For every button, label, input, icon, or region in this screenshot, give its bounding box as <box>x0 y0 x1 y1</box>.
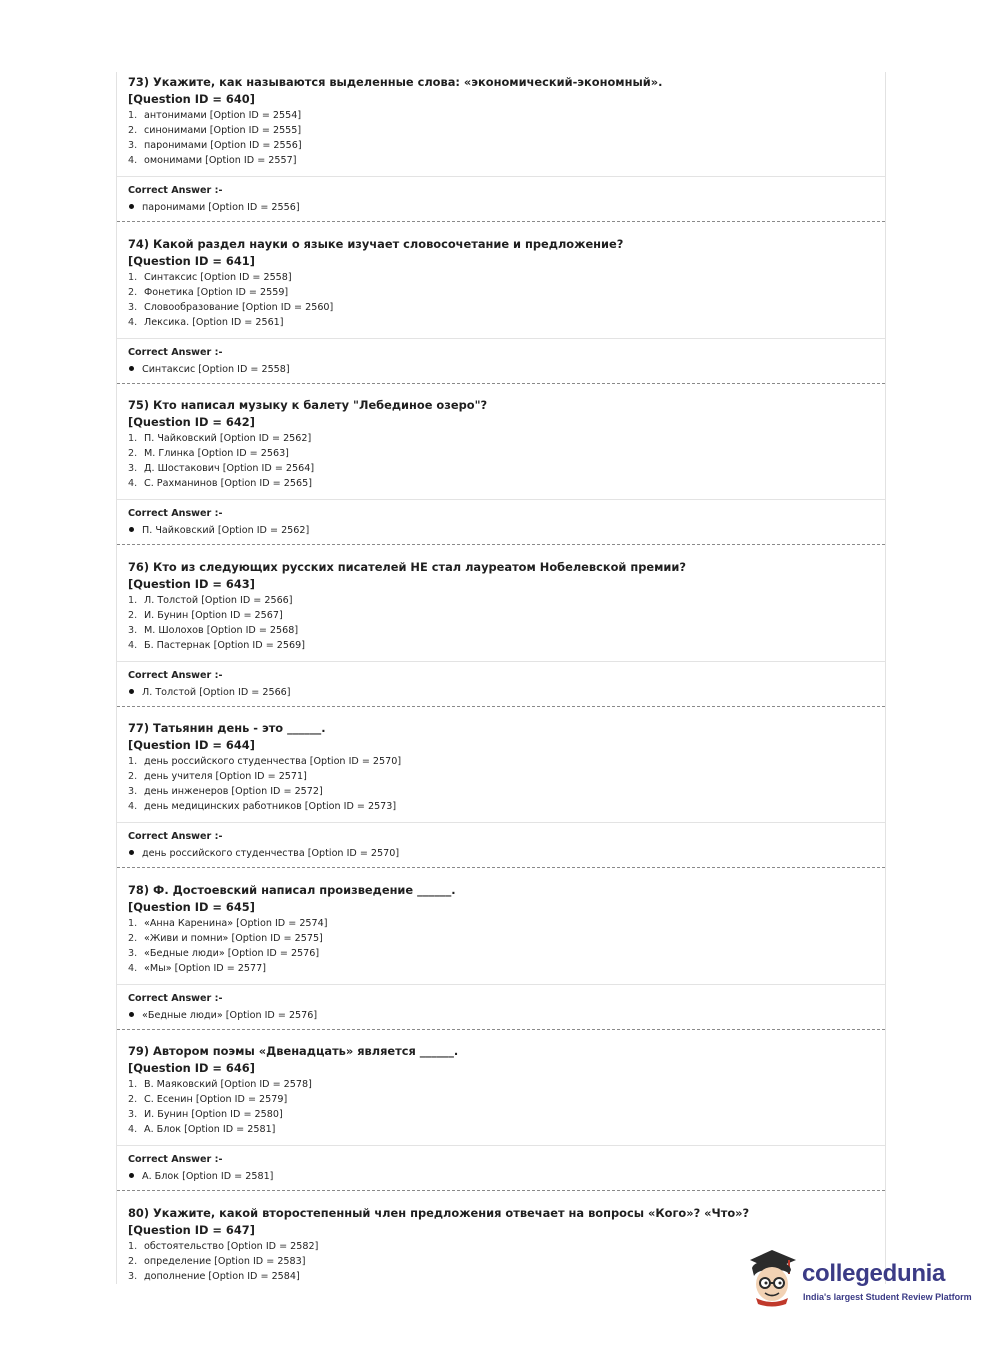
question-block <box>117 395 885 545</box>
question-body <box>117 1041 885 1145</box>
question-block <box>117 72 885 222</box>
option-number: 1. <box>128 433 138 444</box>
question-title: 78) Ф. Достоевский написал произведение ______. <box>128 883 456 897</box>
option-item <box>128 108 885 123</box>
option-number: 2. <box>128 287 138 298</box>
option-item <box>128 754 885 769</box>
option-item <box>128 1077 885 1092</box>
option-text: «Мы» [Option ID = 2577] <box>144 963 266 974</box>
option-item <box>128 1122 885 1137</box>
question-id: [Question ID = 640] <box>128 92 255 106</box>
option-item <box>128 431 885 446</box>
option-list <box>128 270 885 330</box>
correct-answer <box>128 522 885 540</box>
option-list <box>128 916 885 976</box>
option-list <box>128 108 885 168</box>
option-text: Фонетика [Option ID = 2559] <box>144 287 289 298</box>
correct-answer-label: Correct Answer :- <box>128 185 223 196</box>
option-item <box>128 769 885 784</box>
brand-tagline: India's largest Student Review Platform <box>803 1292 972 1302</box>
option-text: дополнение [Option ID = 2584] <box>144 1271 300 1282</box>
option-number: 1. <box>128 756 138 767</box>
option-text: М. Шолохов [Option ID = 2568] <box>144 625 299 636</box>
question-title: 76) Кто из следующих русских писателей НЕ стал лауреатом Нобелевской премии? <box>128 560 686 574</box>
option-item <box>128 446 885 461</box>
option-text: паронимами [Option ID = 2556] <box>144 140 302 151</box>
option-text: день учителя [Option ID = 2571] <box>144 771 307 782</box>
option-number: 3. <box>128 1109 138 1120</box>
question-block <box>117 880 885 1030</box>
option-list <box>128 1077 885 1137</box>
question-title: 73) Укажите, как называются выделенные слова: «экономический-экономный». <box>128 75 663 89</box>
option-list <box>128 754 885 814</box>
option-text: день медицинских работников [Option ID = 2573] <box>144 801 397 812</box>
option-item <box>128 461 885 476</box>
option-number: 4. <box>128 317 138 328</box>
option-number: 2. <box>128 1094 138 1105</box>
question-block <box>117 718 885 868</box>
option-item <box>128 623 885 638</box>
option-number: 3. <box>128 140 138 151</box>
option-text: А. Блок [Option ID = 2581] <box>144 1124 276 1135</box>
option-number: 3. <box>128 786 138 797</box>
bullet-icon <box>129 204 134 209</box>
question-id: [Question ID = 642] <box>128 415 255 429</box>
option-item <box>128 931 885 946</box>
option-number: 1. <box>128 272 138 283</box>
option-item <box>128 270 885 285</box>
option-number: 3. <box>128 302 138 313</box>
option-item <box>128 961 885 976</box>
question-body <box>117 557 885 661</box>
correct-answer-section <box>117 177 885 221</box>
option-item <box>128 300 885 315</box>
correct-answer <box>128 1007 885 1025</box>
correct-answer-section <box>117 500 885 544</box>
correct-answer-label: Correct Answer :- <box>128 508 223 519</box>
correct-answer-section <box>117 662 885 706</box>
bullet-icon <box>129 366 134 371</box>
option-item <box>128 638 885 653</box>
question-title: 77) Татьянин день - это ______. <box>128 721 326 735</box>
option-number: 2. <box>128 610 138 621</box>
option-item <box>128 916 885 931</box>
option-text: Лексика. [Option ID = 2561] <box>144 317 284 328</box>
question-title: 80) Укажите, какой второстепенный член предложения отвечает на вопросы «Кого»? «Что»? <box>128 1206 750 1220</box>
option-text: антонимами [Option ID = 2554] <box>144 110 302 121</box>
option-text: «Бедные люди» [Option ID = 2576] <box>144 948 320 959</box>
option-text: Д. Шостакович [Option ID = 2564] <box>144 463 315 474</box>
question-block <box>117 557 885 707</box>
option-number: 4. <box>128 155 138 166</box>
option-item <box>128 123 885 138</box>
question-body <box>117 880 885 984</box>
correct-answer <box>128 1168 885 1186</box>
question-id: [Question ID = 643] <box>128 577 255 591</box>
option-text: Л. Толстой [Option ID = 2566] <box>144 595 293 606</box>
option-text: день российского студенчества [Option ID = 2570] <box>144 756 402 767</box>
option-number: 2. <box>128 125 138 136</box>
correct-answer-section <box>117 1146 885 1190</box>
option-item <box>128 315 885 330</box>
correct-answer-label: Correct Answer :- <box>128 993 223 1004</box>
option-text: М. Глинка [Option ID = 2563] <box>144 448 289 459</box>
option-number: 3. <box>128 625 138 636</box>
option-text: С. Есенин [Option ID = 2579] <box>144 1094 288 1105</box>
correct-answer-label: Correct Answer :- <box>128 831 223 842</box>
option-number: 2. <box>128 771 138 782</box>
question-body <box>117 72 885 176</box>
option-text: Словообразование [Option ID = 2560] <box>144 302 334 313</box>
option-number: 1. <box>128 1241 138 1252</box>
option-item <box>128 946 885 961</box>
option-number: 4. <box>128 963 138 974</box>
correct-answer-text: день российского студенчества [Option ID = 2570] <box>142 848 400 859</box>
correct-answer-text: Л. Толстой [Option ID = 2566] <box>142 687 291 698</box>
option-item <box>128 476 885 491</box>
bullet-icon <box>129 689 134 694</box>
question-id: [Question ID = 647] <box>128 1223 255 1237</box>
option-text: И. Бунин [Option ID = 2567] <box>144 610 283 621</box>
question-body <box>117 718 885 822</box>
question-title: 79) Автором поэмы «Двенадцать» является ______. <box>128 1044 459 1058</box>
correct-answer-text: паронимами [Option ID = 2556] <box>142 202 300 213</box>
question-block <box>117 1041 885 1191</box>
option-text: «Анна Каренина» [Option ID = 2574] <box>144 918 328 929</box>
option-number: 4. <box>128 478 138 489</box>
option-list <box>128 431 885 491</box>
question-block <box>117 234 885 384</box>
correct-answer-label: Correct Answer :- <box>128 670 223 681</box>
option-text: омонимами [Option ID = 2557] <box>144 155 297 166</box>
option-item <box>128 1107 885 1122</box>
correct-answer-section <box>117 985 885 1029</box>
option-number: 1. <box>128 595 138 606</box>
option-number: 1. <box>128 1079 138 1090</box>
question-body <box>117 395 885 499</box>
correct-answer-text: «Бедные люди» [Option ID = 2576] <box>142 1010 318 1021</box>
option-text: день инженеров [Option ID = 2572] <box>144 786 323 797</box>
option-text: «Живи и помни» [Option ID = 2575] <box>144 933 323 944</box>
option-item <box>128 593 885 608</box>
option-number: 2. <box>128 448 138 459</box>
bullet-icon <box>129 1173 134 1178</box>
option-text: синонимами [Option ID = 2555] <box>144 125 302 136</box>
correct-answer-section <box>117 823 885 867</box>
brand-name: collegedunia <box>802 1260 946 1287</box>
correct-answer <box>128 684 885 702</box>
option-item <box>128 153 885 168</box>
option-number: 4. <box>128 1124 138 1135</box>
question-id: [Question ID = 646] <box>128 1061 255 1075</box>
correct-answer-label: Correct Answer :- <box>128 347 223 358</box>
option-text: С. Рахманинов [Option ID = 2565] <box>144 478 312 489</box>
correct-answer <box>128 845 885 863</box>
bullet-icon <box>129 1012 134 1017</box>
bullet-icon <box>129 527 134 532</box>
option-number: 3. <box>128 948 138 959</box>
option-number: 1. <box>128 110 138 121</box>
bullet-icon <box>129 850 134 855</box>
collegedunia-logo <box>742 1246 972 1314</box>
option-item <box>128 799 885 814</box>
option-item <box>128 285 885 300</box>
question-id: [Question ID = 645] <box>128 900 255 914</box>
option-item <box>128 1092 885 1107</box>
option-number: 1. <box>128 918 138 929</box>
option-text: обстоятельство [Option ID = 2582] <box>144 1241 319 1252</box>
correct-answer <box>128 199 885 217</box>
option-number: 4. <box>128 640 138 651</box>
option-text: определение [Option ID = 2583] <box>144 1256 306 1267</box>
option-text: В. Маяковский [Option ID = 2578] <box>144 1079 312 1090</box>
correct-answer <box>128 361 885 379</box>
option-item <box>128 138 885 153</box>
question-id: [Question ID = 641] <box>128 254 255 268</box>
option-item <box>128 784 885 799</box>
question-id: [Question ID = 644] <box>128 738 255 752</box>
option-text: И. Бунин [Option ID = 2580] <box>144 1109 283 1120</box>
option-item <box>128 608 885 623</box>
student-mascot-icon <box>742 1246 802 1308</box>
option-number: 4. <box>128 801 138 812</box>
option-number: 2. <box>128 933 138 944</box>
option-number: 3. <box>128 463 138 474</box>
correct-answer-section <box>117 339 885 383</box>
option-list <box>128 593 885 653</box>
question-title: 74) Какой раздел науки о языке изучает словосочетание и предложение? <box>128 237 624 251</box>
question-title: 75) Кто написал музыку к балету "Лебединое озеро"? <box>128 398 488 412</box>
correct-answer-text: А. Блок [Option ID = 2581] <box>142 1171 274 1182</box>
correct-answer-text: П. Чайковский [Option ID = 2562] <box>142 525 310 536</box>
option-text: Синтаксис [Option ID = 2558] <box>144 272 292 283</box>
option-number: 3. <box>128 1271 138 1282</box>
option-number: 2. <box>128 1256 138 1267</box>
option-text: Б. Пастернак [Option ID = 2569] <box>144 640 305 651</box>
correct-answer-text: Синтаксис [Option ID = 2558] <box>142 364 290 375</box>
option-text: П. Чайковский [Option ID = 2562] <box>144 433 312 444</box>
question-body <box>117 234 885 338</box>
question-sheet <box>116 72 886 1284</box>
correct-answer-label: Correct Answer :- <box>128 1154 223 1165</box>
